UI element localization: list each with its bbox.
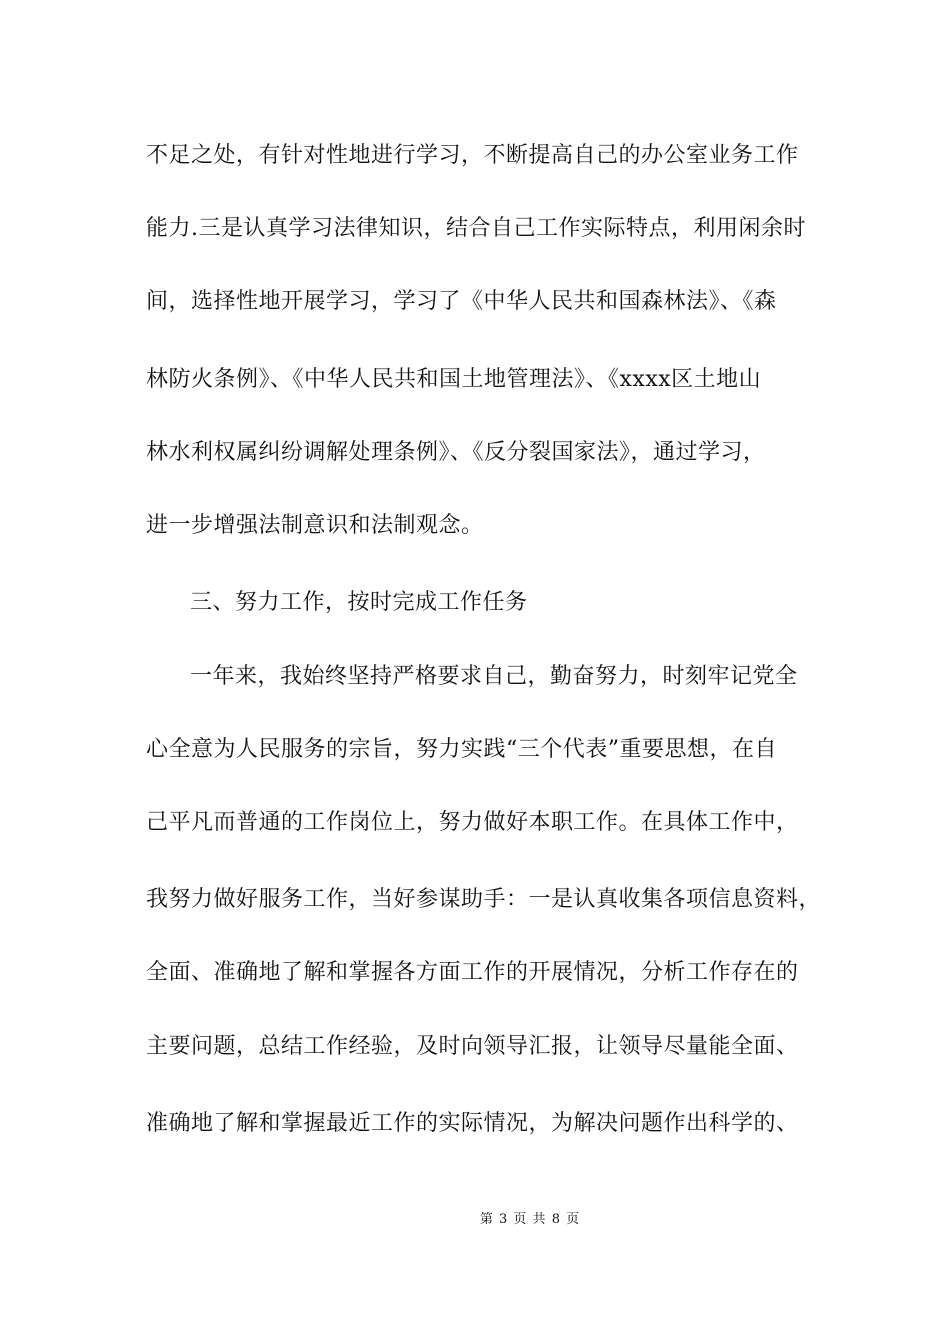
body-text-line: 间，选择性地开展学习，学习了《中华人民共和国森林法》、《森 bbox=[146, 289, 777, 314]
body-text-line: 己平凡而普通的工作岗位上，努力做好本职工作。在具体工作中， bbox=[146, 810, 799, 835]
body-text-line: 准确地了解和掌握最近工作的实际情况，为解决问题作出科学的、 bbox=[146, 1111, 799, 1136]
body-text-line: 我努力做好服务工作，当好参谋助手：一是认真收集各项信息资料， bbox=[146, 887, 822, 912]
section-heading: 三、努力工作，按时完成工作任务 bbox=[190, 590, 528, 615]
body-text-line: 能力.三是认真学习法律知识，结合自己工作实际特点，利用闲余时 bbox=[146, 216, 806, 241]
body-text-line: 林水利权属纠纷调解处理条例》、《反分裂国家法》，通过学习， bbox=[146, 440, 766, 465]
body-text-line: 林防火条例》、《中华人民共和国土地管理法》、《xxxx区土地山 bbox=[146, 367, 762, 392]
body-text-line: 全面、准确地了解和掌握各方面工作的开展情况，分析工作存在的 bbox=[146, 960, 799, 985]
body-text-line: 进一步增强法制意识和法制观念。 bbox=[146, 513, 484, 538]
paragraph-first-line: 一年来，我始终坚持严格要求自己，勤奋努力，时刻牢记党全 bbox=[190, 664, 798, 689]
page-number-footer: 第 3 页 共 8 页 bbox=[479, 1212, 581, 1227]
body-text-line: 主要问题，总结工作经验，及时向领导汇报，让领导尽量能全面、 bbox=[146, 1034, 799, 1059]
body-text-line: 不足之处，有针对性地进行学习，不断提高自己的办公室业务工作 bbox=[146, 143, 799, 168]
body-text-line: 心全意为人民服务的宗旨，努力实践“三个代表”重要思想，在自 bbox=[146, 737, 777, 762]
